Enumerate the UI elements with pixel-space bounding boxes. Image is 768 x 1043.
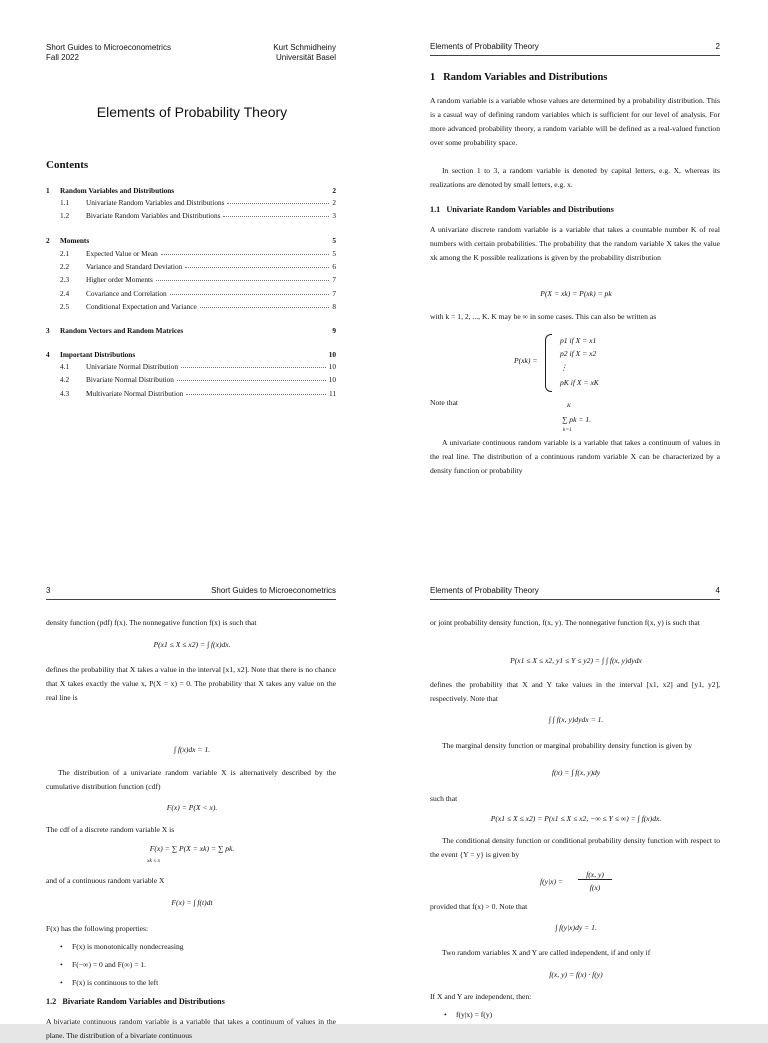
paragraph: defines the probability that X takes a value in the interval [x1, x2]. Note that there is no chance that X takes exactly the value x, P(X = x) = 0. The probability that X takes any value on the real line is	[46, 665, 336, 702]
toc-entry-number: 4.3	[60, 389, 70, 398]
toc-entry-label: Covariance and Correlation	[86, 289, 167, 298]
section-heading	[430, 72, 607, 83]
toc-subsection-entry[interactable]	[46, 249, 336, 258]
paragraph: and of a continuous random variable X	[46, 876, 165, 885]
toc-section-entry[interactable]	[46, 326, 336, 335]
subsection-title: Univariate Random Variables and Distributions	[446, 205, 614, 214]
paragraph: with k = 1, 2, ..., K. K may be ∞ in some cases. This can also be written as	[430, 312, 657, 321]
equation: P(x1 ≤ X ≤ x2, y1 ≤ Y ≤ y2) = ∫ ∫ f(x, y)dydx	[510, 656, 642, 665]
toc-entry-page: 9	[332, 326, 336, 335]
toc-entry-label: Random Vectors and Random Matrices	[60, 326, 184, 335]
equation: F(x) = ∑ P(X = xk) = ∑ pk.	[149, 844, 235, 853]
header-right-line1: Kurt Schmidheiny	[273, 43, 336, 52]
equation: f(x) = ∫ f(x, y)dy	[551, 768, 601, 777]
toc-entry-number: 1.2	[60, 211, 70, 220]
toc-entry-page: 10	[328, 362, 336, 371]
toc-entry-label: Random Variables and Distributions	[60, 186, 175, 195]
paragraph: The cdf of a discrete random variable X is	[46, 825, 175, 834]
case-line: pK if X = xK	[560, 378, 599, 387]
section-title: Random Variables and Distributions	[443, 72, 608, 83]
toc-section-entry[interactable]	[46, 236, 336, 245]
equation: ∫ ∫ f(x, y)dydx = 1.	[548, 715, 604, 724]
paragraph: defines the probability that X and Y take values in the interval [x1, x2] and [y1, y2], respectively. Note that	[430, 680, 720, 703]
header-rule	[430, 599, 720, 600]
toc-leader	[156, 275, 329, 281]
cases-brace	[545, 334, 552, 392]
toc-entry-page: 8	[332, 302, 336, 311]
toc-leader	[177, 375, 326, 381]
page-number: 3	[46, 586, 51, 595]
page-4	[384, 512, 768, 1024]
toc-subsection-entry[interactable]	[46, 289, 336, 298]
toc-entry-page: 7	[332, 275, 336, 284]
toc-subsection-entry[interactable]	[46, 262, 336, 271]
toc-entry-label: Univariate Normal Distribution	[86, 362, 179, 371]
bullet-item: • F(−∞) = 0 and F(∞) = 1.	[72, 960, 146, 969]
toc-section-entry[interactable]	[46, 186, 336, 195]
toc-entry-number: 4.1	[60, 362, 70, 371]
running-header: Elements of Probability Theory	[430, 42, 539, 51]
case-line: ⋮	[560, 363, 568, 372]
equation-lhs: P(xk) =	[514, 356, 538, 365]
page-2	[384, 0, 768, 512]
toc-entry-number: 1	[46, 186, 50, 195]
document-title: Elements of Probability Theory	[96, 104, 288, 120]
toc-leader	[92, 236, 329, 242]
paragraph: A random variable is a variable whose values are determined by a probability distribution. This is a casual way of defining random variables which is sufficient for our level of analysis. For more advanced probability theory, a random variable will be defined as a real-valued function over some probability space.	[430, 96, 720, 147]
fraction-numerator: f(x, y)	[578, 870, 612, 880]
toc-subsection-entry[interactable]	[46, 389, 336, 398]
subsection-number: 1.2	[46, 997, 57, 1006]
toc-leader	[170, 289, 330, 295]
equation: ∫ f(y|x)dy = 1.	[555, 923, 597, 932]
toc-entry-label: Bivariate Random Variables and Distributions	[86, 211, 221, 220]
paragraph: density function (pdf) f(x). The nonnegative function f(x) is such that	[46, 618, 257, 627]
subsection-number: 1.1	[430, 205, 441, 214]
equation: f(x, y) = f(x) · f(y)	[549, 970, 603, 979]
equation: F(x) = ∫ f(t)dt	[171, 898, 213, 907]
paragraph: such that	[430, 794, 458, 803]
sum-subscript: xk ≤ x	[147, 858, 161, 864]
equation: P(x1 ≤ X ≤ x2) = P(x1 ≤ X ≤ x2, −∞ ≤ Y ≤ ∞) = ∫ f(x)dx.	[490, 814, 662, 823]
fraction-denominator: f(x)	[589, 883, 601, 892]
toc-leader	[227, 198, 329, 204]
paragraph: A univariate continuous random variable is a variable that takes a continuum of values in the real line. The distribution of a continuous random variable X can be characterized by a density function or probability	[430, 438, 720, 475]
toc-leader	[186, 326, 329, 332]
paragraph: In section 1 to 3, a random variable is denoted by capital letters, e.g. X, whereas its realizations are denoted by small letters, e.g. x.	[430, 166, 720, 189]
case-line: p1 if X = x1	[560, 336, 597, 345]
toc-entry-label: Expected Value or Mean	[86, 249, 158, 258]
subsection-title: Bivariate Random Variables and Distributions	[62, 997, 225, 1006]
toc-entry-number: 4.2	[60, 375, 70, 384]
toc-subsection-entry[interactable]	[46, 302, 336, 311]
equation: P(x1 ≤ X ≤ x2) = ∫ f(x)dx.	[153, 640, 231, 649]
toc-entry-number: 2.1	[60, 249, 70, 258]
toc-section-entry[interactable]	[46, 350, 336, 359]
toc-entry-label: Bivariate Normal Distribution	[86, 375, 174, 384]
equation: ∑ pk = 1.	[562, 415, 592, 424]
toc-entry-number: 2.2	[60, 262, 70, 271]
toc-entry-label: Conditional Expectation and Variance	[86, 302, 197, 311]
section-number: 1	[430, 72, 436, 83]
toc-entry-label: Higher order Moments	[86, 275, 153, 284]
contents-heading: Contents	[46, 159, 89, 171]
header-right-line2: Universität Basel	[275, 53, 336, 62]
header-rule	[430, 55, 720, 56]
toc-entry-number: 2.5	[60, 302, 70, 311]
toc-leader	[186, 389, 326, 395]
header-rule	[46, 599, 336, 600]
sum-lower-limit: k=1	[563, 427, 572, 433]
paragraph: F(x) has the following properties:	[46, 924, 149, 933]
toc-subsection-entry[interactable]	[46, 375, 336, 384]
toc-entry-label: Variance and Standard Deviation	[86, 262, 183, 271]
toc-leader	[177, 186, 329, 192]
equation: F(x) = P(X < x).	[166, 803, 218, 812]
paragraph: A univariate discrete random variable is a variable that takes a countable number K of real numbers with certain probabilities. The probability that the random variable X takes the value xk among the K possible realizations is given by the probability distribution	[430, 225, 720, 262]
toc-entry-page: 10	[328, 375, 336, 384]
header-left-line1: Short Guides to Microeconometrics	[46, 43, 171, 52]
paragraph: The distribution of a univariate random variable X is alternatively described by the cumulative distribution function (cdf)	[46, 768, 336, 791]
toc-leader	[161, 249, 330, 255]
paragraph: A bivariate continuous random variable is a variable that takes a continuum of values in the plane. The distribution of a bivariate continuous	[46, 1017, 336, 1040]
toc-entry-page: 7	[332, 289, 336, 298]
case-line: p2 if X = x2	[560, 349, 597, 358]
paragraph: The marginal density function or marginal probability density function is given by	[442, 741, 693, 750]
toc-leader	[200, 302, 330, 308]
paragraph: or joint probability density function, f(x, y). The nonnegative function f(x, y) is such that	[430, 618, 700, 627]
toc-entry-page: 10	[328, 350, 336, 359]
toc-leader	[138, 350, 325, 356]
page-1	[0, 0, 384, 512]
toc-entry-label: Important Distributions	[60, 350, 136, 359]
toc-leader	[181, 362, 326, 368]
equation-lhs: f(y|x) =	[540, 877, 564, 886]
toc-entry-page: 5	[332, 236, 336, 245]
paragraph: Two random variables X and Y are called independent, if and only if	[442, 948, 651, 957]
toc-entry-number: 2.4	[60, 289, 70, 298]
toc-entry-label: Moments	[60, 236, 90, 245]
bullet-item: • F(x) is monotonically nondecreasing	[72, 942, 184, 951]
sum-upper-limit: K	[567, 403, 571, 409]
toc-entry-number: 4	[46, 350, 50, 359]
subsection-heading	[46, 997, 225, 1006]
page-number: 4	[715, 586, 720, 595]
equation: ∫ f(x)dx = 1.	[173, 745, 211, 754]
paragraph: The conditional density function or conditional probability density function with respect to the event {Y = y} is given by	[430, 836, 720, 859]
bullet-item: • F(x) is continuous to the left	[72, 978, 158, 987]
toc-entry-page: 11	[328, 389, 336, 398]
toc-entry-number: 2	[46, 236, 50, 245]
toc-entry-number: 1.1	[60, 198, 70, 207]
toc-entry-page: 3	[332, 211, 336, 220]
running-header: Elements of Probability Theory	[430, 586, 539, 595]
toc-leader	[185, 262, 329, 268]
subsection-heading	[430, 205, 614, 214]
toc-entry-page: 5	[332, 249, 336, 258]
running-header: Short Guides to Microeconometrics	[211, 586, 336, 595]
toc-entry-page: 2	[332, 186, 336, 195]
toc-subsection-entry[interactable]	[46, 362, 336, 371]
bullet-item: • f(y|x) = f(y)	[456, 1010, 492, 1019]
paragraph: Note that	[430, 398, 459, 407]
toc-entry-label: Multivariate Normal Distribution	[86, 389, 184, 398]
header-left-line2: Fall 2022	[46, 53, 79, 62]
toc-entry-page: 6	[332, 262, 336, 271]
toc-subsection-entry[interactable]	[46, 211, 336, 220]
paragraph: provided that f(x) > 0. Note that	[430, 902, 528, 911]
equation: P(X = xk) = P(xk) = pk	[540, 289, 612, 298]
toc-entry-number: 3	[46, 326, 50, 335]
paragraph: If X and Y are independent, then:	[430, 992, 532, 1001]
page-3	[0, 512, 384, 1040]
toc-entry-label: Univariate Random Variables and Distributions	[86, 198, 225, 207]
toc-subsection-entry[interactable]	[46, 275, 336, 284]
toc-entry-number: 2.3	[60, 275, 70, 284]
toc-leader	[223, 211, 329, 217]
toc-entry-page: 2	[332, 198, 336, 207]
toc-subsection-entry[interactable]	[46, 198, 336, 207]
page-number: 2	[715, 42, 720, 51]
